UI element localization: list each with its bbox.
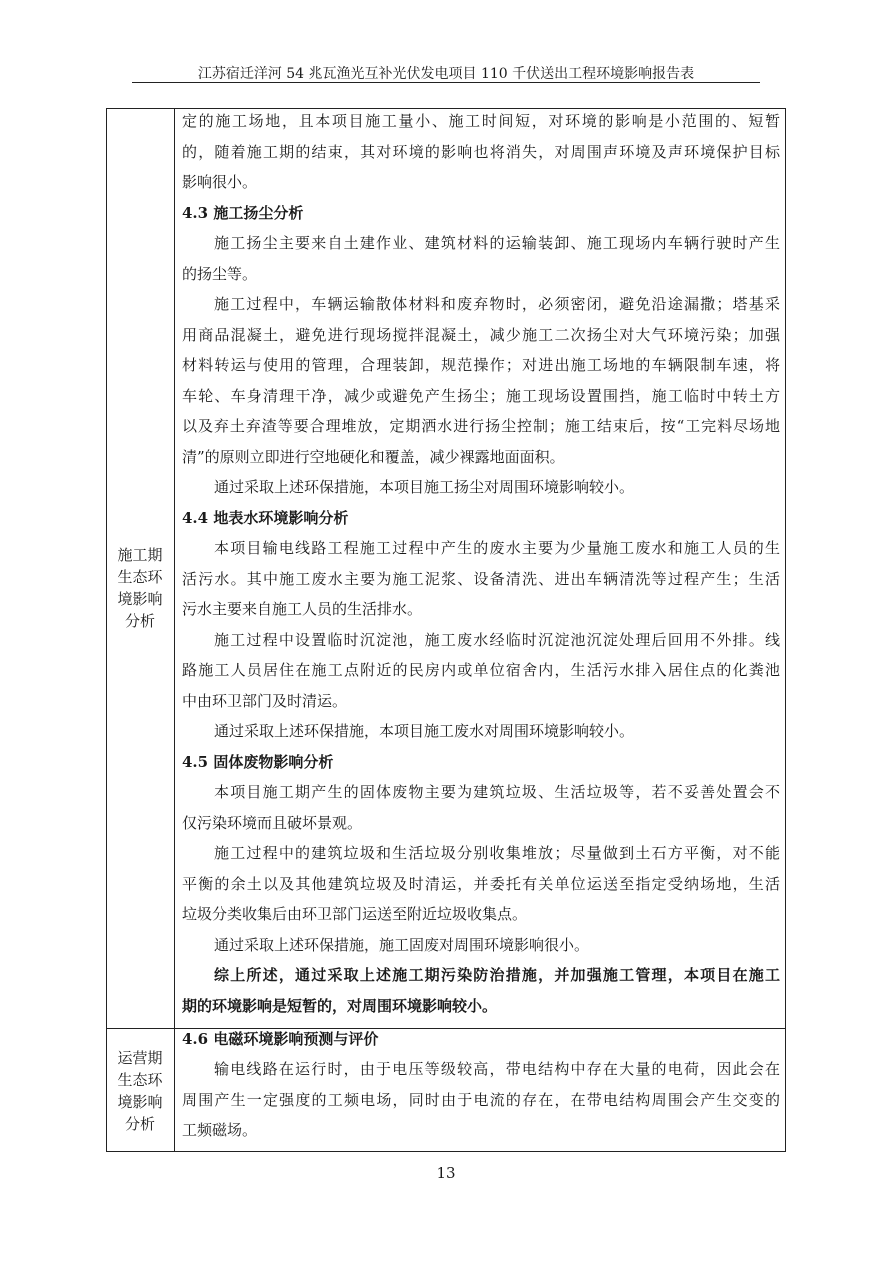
- body-text-line: 仅污染环境而且破坏景观。: [182, 814, 363, 832]
- body-text-line: 本项目输电线路工程施工过程中产生的废水主要为少量施工废水和施工人员的生: [214, 539, 780, 557]
- body-text-line: 污水主要来自施工人员的生活排水。: [182, 600, 423, 618]
- document-header: 江苏宿迁洋河 54 兆瓦渔光互补光伏发电项目 110 千伏送出工程环境影响报告表: [197, 66, 695, 82]
- body-text-line: 平衡的余土以及其他建筑垃圾及时清运，并委托有关单位运送至指定受纳场地，生活: [182, 875, 780, 893]
- section-heading: 4.3 施工扬尘分析: [182, 204, 304, 222]
- summary-text-line: 综上所述，通过采取上述施工期污染防治措施，并加强施工管理，本项目在施工: [214, 966, 780, 984]
- body-text-line: 施工过程中，车辆运输散体材料和废弃物时，必须密闭，避免沿途漏撒；塔基采: [214, 295, 780, 313]
- body-text-line: 的，随着施工期的结束，其对环境的影响也将消失，对周围声环境及声环境保护目标: [182, 143, 780, 161]
- body-text-line: 清”的原则立即进行空地硬化和覆盖，减少裸露地面面积。: [182, 448, 565, 466]
- row-label-line: 施工期: [117, 546, 163, 564]
- body-text-line: 车轮、车身清理干净，减少或避免产生扬尘；施工现场设置围挡，施工临时中转土方: [182, 387, 780, 405]
- body-text-line: 周围产生一定强度的工频电场，同时由于电流的存在，在带电结构周围会产生交变的: [182, 1091, 780, 1109]
- summary-text-line: 期的环境影响是短暂的，对周围环境影响较小。: [182, 997, 498, 1015]
- body-text-line: 输电线路在运行时，由于电压等级较高，带电结构中存在大量的电荷，因此会在: [214, 1060, 780, 1078]
- row-label-line: 境影响: [117, 1093, 163, 1111]
- body-text-line: 用商品混凝土，避免进行现场搅拌混凝土，减少施工二次扬尘对大气环境污染；加强: [182, 326, 780, 344]
- row-label-line: 运营期: [117, 1049, 163, 1067]
- body-text-line: 活污水。其中施工废水主要为施工泥浆、设备清洗、进出车辆清洗等过程产生；生活: [182, 570, 780, 588]
- body-text-line: 工频磁场。: [182, 1121, 258, 1139]
- body-text-line: 施工扬尘主要来自土建作业、建筑材料的运输装卸、施工现场内车辆行驶时产生: [214, 234, 780, 252]
- row-label-construction-period: [106, 544, 174, 632]
- row-label-line: 分析: [124, 1115, 155, 1133]
- body-text-line: 本项目施工期产生的固体废物主要为建筑垃圾、生活垃圾等，若不妥善处置会不: [214, 783, 780, 801]
- section-heading: 4.5 固体废物影响分析: [182, 753, 334, 771]
- body-text-line: 以及弃土弃渣等要合理堆放，定期洒水进行扬尘控制；施工结束后，按“工完料尽场地: [182, 417, 780, 435]
- row-label-line: 生态环: [117, 1071, 163, 1089]
- row-label-line: 境影响: [117, 590, 163, 608]
- header-rule: [132, 82, 760, 83]
- body-text-line: 定的施工场地，且本项目施工量小、施工时间短，对环境的影响是小范围的、短暂: [182, 112, 780, 130]
- body-text-line: 材料转运与使用的管理，合理装卸，规范操作；对进出施工场地的车辆限制车速，将: [182, 356, 780, 374]
- body-text-line: 施工过程中的建筑垃圾和生活垃圾分别收集堆放；尽量做到土石方平衡，对不能: [214, 844, 780, 862]
- body-text-line: 的扬尘等。: [182, 265, 258, 283]
- body-text-line: 路施工人员居住在施工点附近的民房内或单位宿舍内，生活污水排入居住点的化粪池: [182, 661, 780, 679]
- body-text-line: 通过采取上述环保措施，施工固废对周围环境影响很小。: [214, 936, 590, 954]
- body-text-line: 通过采取上述环保措施，本项目施工废水对周围环境影响较小。: [214, 722, 635, 740]
- section-heading: 4.4 地表水环境影响分析: [182, 509, 349, 527]
- row-label-line: 生态环: [117, 568, 163, 586]
- row-label-line: 分析: [124, 612, 155, 630]
- table-column-divider: [174, 108, 175, 1152]
- body-text-line: 施工过程中设置临时沉淀池，施工废水经临时沉淀池沉淀处理后回用不外排。线: [214, 631, 780, 649]
- body-text-line: 中由环卫部门及时清运。: [182, 692, 348, 710]
- body-text-line: 通过采取上述环保措施，本项目施工扬尘对周围环境影响较小。: [214, 478, 635, 496]
- body-text-line: 影响很小。: [182, 173, 258, 191]
- body-text-line: 垃圾分类收集后由环卫部门运送至附近垃圾收集点。: [182, 905, 528, 923]
- section-heading: 4.6 电磁环境影响预测与评价: [182, 1030, 379, 1048]
- row-label-operation-period: [106, 1047, 174, 1135]
- page-number: 13: [436, 1164, 456, 1182]
